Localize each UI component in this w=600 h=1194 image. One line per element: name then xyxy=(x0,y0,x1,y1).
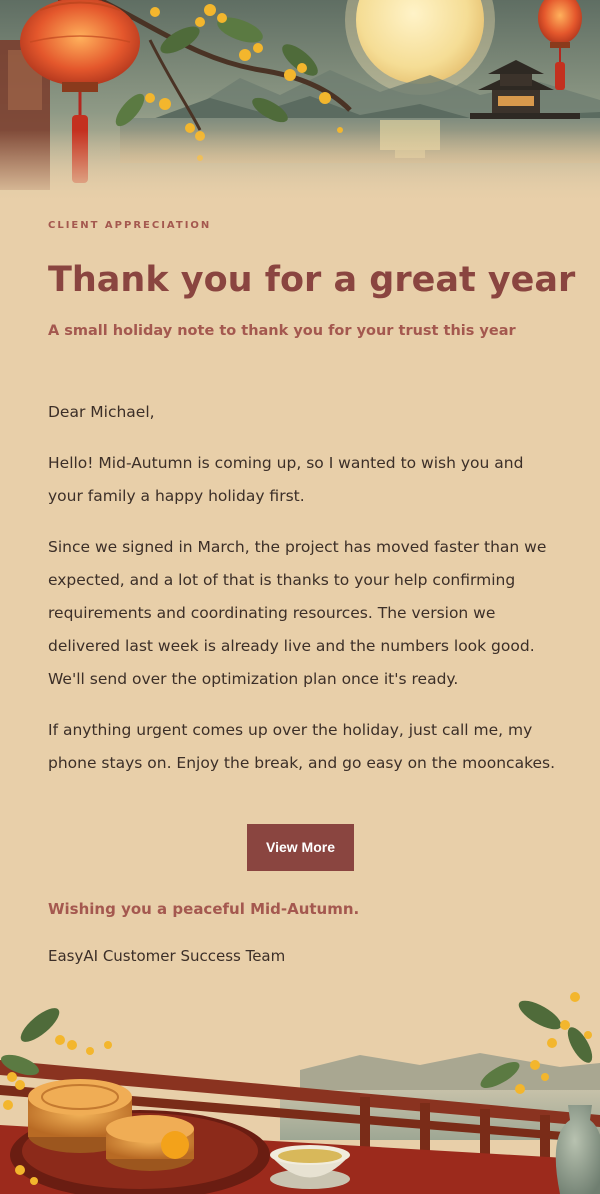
subtitle: A small holiday note to thank you for your trust this year xyxy=(48,323,516,339)
signature: EasyAI Customer Success Team xyxy=(48,947,286,965)
page-title: Thank you for a great year xyxy=(48,260,576,300)
closing-line: Wishing you a peaceful Mid-Autumn. xyxy=(48,900,360,918)
cta-container xyxy=(247,824,354,871)
body-paragraph-1: Hello! Mid-Autumn is coming up, so I wanted to wish you and your family a happy holiday first. xyxy=(48,454,524,505)
header-illustration xyxy=(0,0,600,205)
body-paragraph-2: Since we signed in March, the project has moved faster than we expected, and a lot of that is thanks to your help confirming requirements and coordinating resources. The version we delivered last week is already live and the numbers look good. We'll send over the optimization plan once it's ready. xyxy=(48,538,547,688)
view-more-button[interactable]: View More xyxy=(247,824,354,871)
body-paragraph-3: If anything urgent comes up over the holiday, just call me, my phone stays on. Enjoy the break, and go easy on the mooncakes. xyxy=(48,721,556,772)
email-body xyxy=(48,396,558,798)
greeting: Dear Michael, xyxy=(48,403,155,421)
eyebrow-label: CLIENT APPRECIATION xyxy=(48,220,212,231)
footer-illustration xyxy=(0,985,600,1194)
